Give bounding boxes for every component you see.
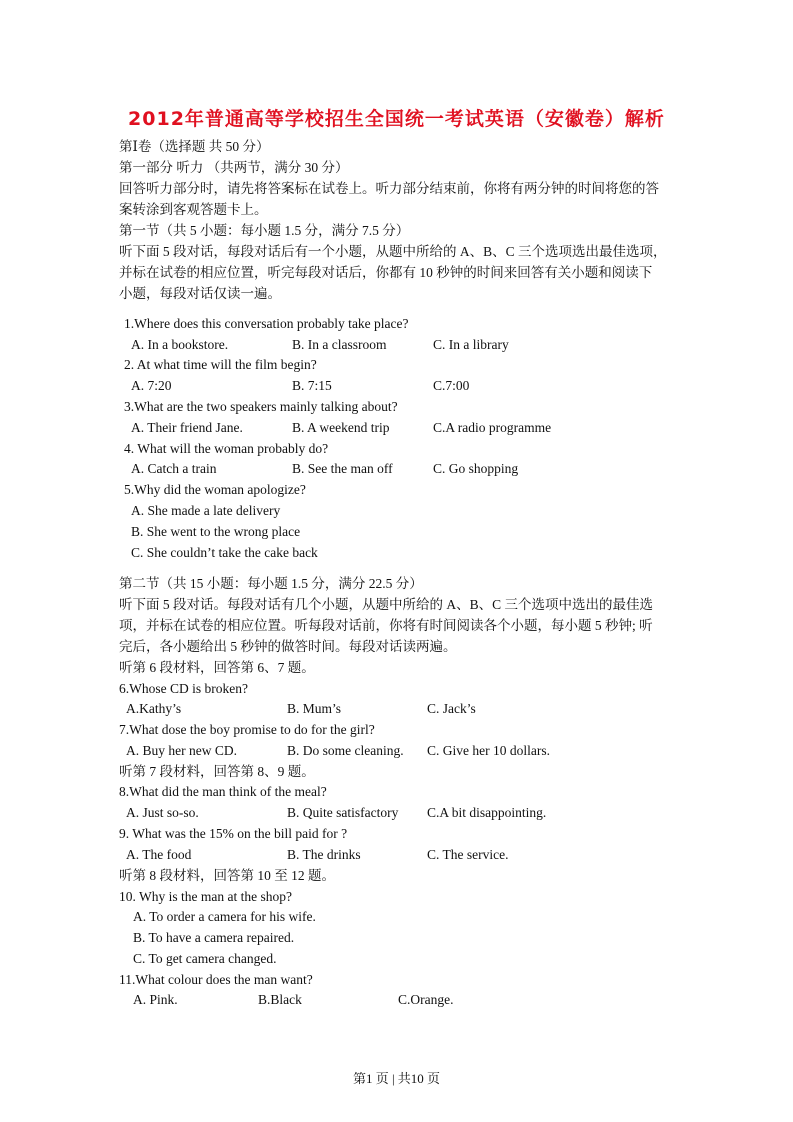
text-line: A. To order a camera for his wife. [133,909,316,924]
answer-option: A. Just so-so. [126,805,199,820]
text-line: 2. At what time will the film begin? [124,357,317,372]
text-line: 4. What will the woman probably do? [124,441,329,456]
text-line: 第二节（共 15 小题：每小题 1.5 分，满分 22.5 分） [119,576,423,591]
text-line: 听第 6 段材料，回答第 6、7 题。 [119,660,315,675]
answer-option: C. Give her 10 dollars. [427,743,550,758]
answer-option: C. In a library [433,337,509,352]
answer-option: B. The drinks [287,847,361,862]
page-footer: 第1 页 | 共10 页 [352,1071,441,1086]
answer-option: A. The food [126,847,192,862]
answer-option: B. Do some cleaning. [287,743,404,758]
answer-option: C. Jack’s [427,701,476,716]
text-line: 9. What was the 15% on the bill paid for ? [119,826,348,841]
text-line: 并标在试卷的相应位置，听完每段对话后，你都有 10 秒钟的时间来回答有关小题和阅读下 [119,265,653,280]
text-line: B. To have a camera repaired. [133,930,295,945]
text-line: B. She went to the wrong place [131,524,301,539]
text-line: 小题，每段对话仅读一遍。 [119,286,281,301]
answer-option: C.A radio programme [433,420,552,435]
answer-option: B. 7:15 [292,378,332,393]
text-line: 听下面 5 段对话，每段对话后有一个小题，从题中所给的 A、B、C 三个选项选出最佳选项， [119,244,667,259]
answer-option: A. Their friend Jane. [131,420,243,435]
text-line: 第一节（共 5 小题：每小题 1.5 分，满分 7.5 分） [119,223,410,238]
text-line: 7.What dose the boy promise to do for the girl? [119,722,375,737]
answer-option: A. Buy her new CD. [126,743,237,758]
answer-option: A. 7:20 [131,378,172,393]
text-line: 听下面 5 段对话。每段对话有几个小题，从题中所给的 A、B、C 三个选项中选出的最佳选 [119,597,654,612]
answer-option: B. Quite satisfactory [287,805,399,820]
answer-option: A.Kathy’s [126,701,182,716]
text-line: 项，并标在试卷的相应位置。听每段对话前，你将有时间阅读各个小题，每小题 5 秒钟; 听 [119,618,653,633]
text-line: 10. Why is the man at the shop? [119,889,292,904]
text-line: C. To get camera changed. [133,951,277,966]
text-line: 5.Why did the woman apologize? [124,482,306,497]
text-line: C. She couldn’t take the cake back [131,545,318,560]
answer-option: A. Pink. [133,992,178,1007]
answer-option: B. A weekend trip [292,420,390,435]
text-line: 听第 7 段材料，回答第 8、9 题。 [119,764,315,779]
answer-option: B. See the man off [292,461,393,476]
text-line: 案转涂到客观答题卡上。 [119,202,268,217]
answer-option: A. Catch a train [131,461,217,476]
answer-option: C.Orange. [398,992,454,1007]
answer-option: B. In a classroom [292,337,387,352]
answer-option: C. The service. [427,847,509,862]
text-line: 8.What did the man think of the meal? [119,784,327,799]
answer-option: B. Mum’s [287,701,342,716]
text-line: 6.Whose CD is broken? [119,681,248,696]
answer-option: B.Black [258,992,302,1007]
answer-option: C.A bit disappointing. [427,805,547,820]
text-line: 回答听力部分时，请先将答案标在试卷上。听力部分结束前，你将有两分钟的时间将您的答 [119,181,659,196]
text-line: A. She made a late delivery [131,503,281,518]
text-line: 3.What are the two speakers mainly talking about? [124,399,398,414]
text-line: 听第 8 段材料，回答第 10 至 12 题。 [119,868,335,883]
text-line: 第一部分 听力 （共两节，满分 30 分） [119,160,349,175]
text-line: 1.Where does this conversation probably take place? [124,316,409,331]
text-line: 完后，各小题给出 5 秒钟的做答时间。每段对话读两遍。 [119,639,457,654]
document-title: 2012年普通高等学校招生全国统一考试英语（安徽卷）解析 [128,108,665,130]
answer-option: C.7:00 [433,378,470,393]
text-line: 11.What colour does the man want? [119,972,313,987]
answer-option: C. Go shopping [433,461,519,476]
answer-option: A. In a bookstore. [131,337,229,352]
text-line: 第Ⅰ卷（选择题 共 50 分） [119,139,270,154]
